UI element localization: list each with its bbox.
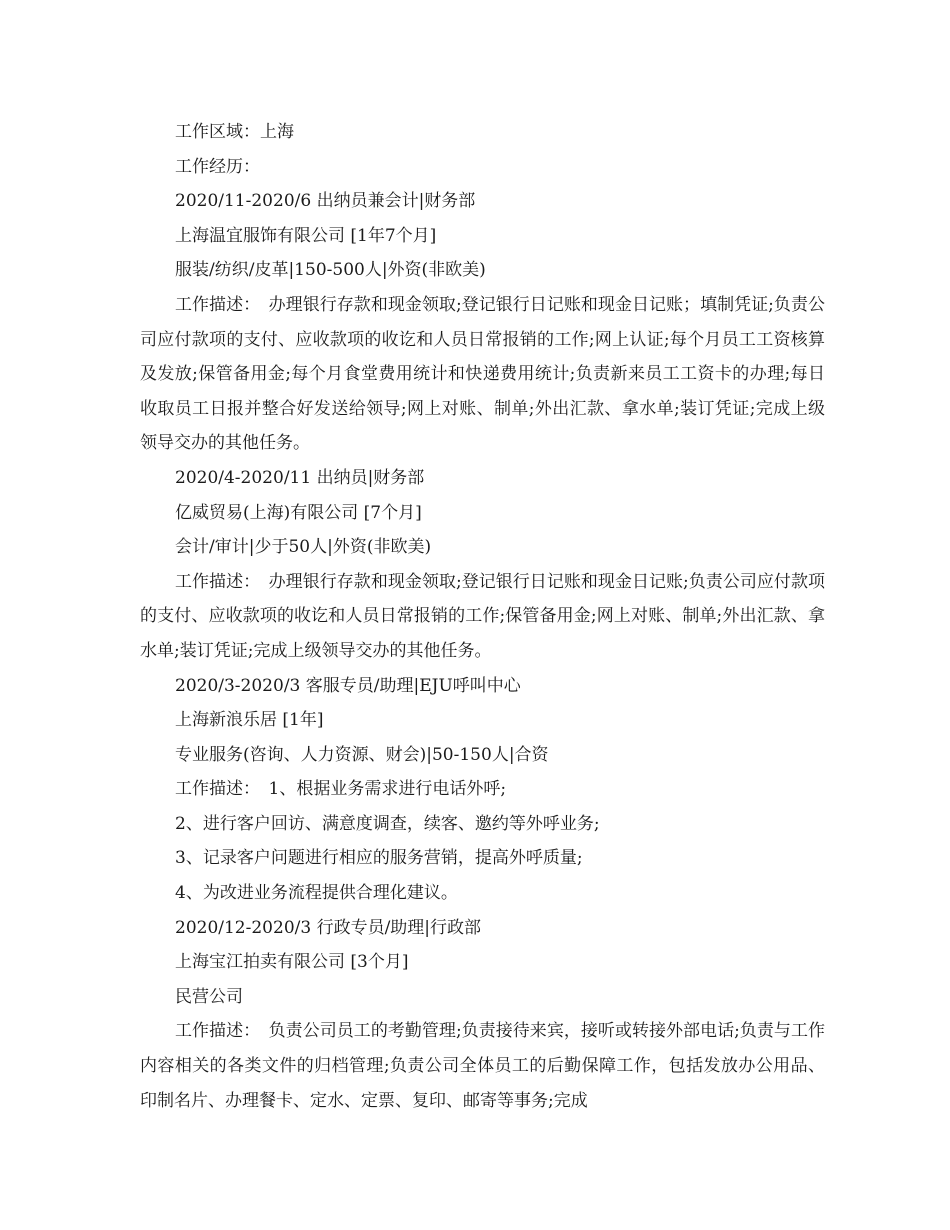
- job-3-industry: 专业服务(咨询、人力资源、财会)|50-150人|合资: [175, 744, 549, 765]
- job-2-period-title: 2020/4-2020/11 出纳员|财务部: [175, 467, 425, 488]
- job-3-description-line-1: 工作描述： 1、根据业务需求进行电话外呼;: [175, 779, 507, 800]
- experience-heading: 工作经历：: [175, 156, 260, 177]
- job-2-industry: 会计/审计|少于50人|外资(非欧美): [175, 537, 432, 558]
- job-4-period-title: 2020/12-2020/3 行政专员/助理|行政部: [175, 917, 482, 938]
- job-3-company: 上海新浪乐居 [1年]: [175, 710, 324, 731]
- job-3-period-title: 2020/3-2020/3 客服专员/助理|EJU呼叫中心: [175, 675, 521, 696]
- job-3-description-line-4: 4、为改进业务流程提供合理化建议。: [175, 883, 458, 904]
- job-4-company: 上海宝江拍卖有限公司 [3个月]: [175, 952, 409, 973]
- job-2-company: 亿威贸易(上海)有限公司 [7个月]: [175, 502, 422, 523]
- job-3-description-line-2: 2、进行客户回访、满意度调查，续客、邀约等外呼业务;: [175, 813, 600, 834]
- job-2-description: 工作描述： 办理银行存款和现金领取;登记银行日记账和现金日记账;负责公司应付款项的支付、应收款项的收讫和人员日常报销的工作;保管备用金;网上对账、制单;外出汇款、拿水单;装订凭证;完成上级领导交办的其他任务。: [140, 571, 825, 661]
- job-1-period-title: 2020/11-2020/6 出纳员兼会计|财务部: [175, 191, 476, 212]
- resume-content: [140, 115, 825, 1118]
- job-1-industry: 服装/纺织/皮革|150-500人|外资(非欧美): [175, 260, 486, 281]
- job-4-industry: 民营公司: [175, 986, 243, 1007]
- work-region: 工作区域：上海: [175, 122, 294, 142]
- job-1-description: 工作描述： 办理银行存款和现金领取;登记银行日记账和现金日记账；填制凭证;负责公司应付款项的支付、应收款项的收讫和人员日常报销的工作;网上认证;每个月员工工资核算及发放;保管备用金;每个月食堂费用统计和快递费用统计;负责新来员工工资卡的办理;每日收取员工日报并整合好发送给领导;网上对账、制单;外出汇款、拿水单;装订凭证;完成上级领导交办的其他任务。: [140, 294, 825, 454]
- job-3-description-line-3: 3、记录客户问题进行相应的服务营销，提高外呼质量;: [175, 848, 583, 869]
- job-4-description: 工作描述： 负责公司员工的考勤管理;负责接待来宾，接听或转接外部电话;负责与工作内容相关的各类文件的归档管理;负责公司全体员工的后勤保障工作，包括发放办公用品、印制名片、办理餐卡、定水、定票、复印、邮寄等事务;完成: [140, 1021, 825, 1111]
- job-1-company: 上海温宜服饰有限公司 [1年7个月]: [175, 225, 437, 246]
